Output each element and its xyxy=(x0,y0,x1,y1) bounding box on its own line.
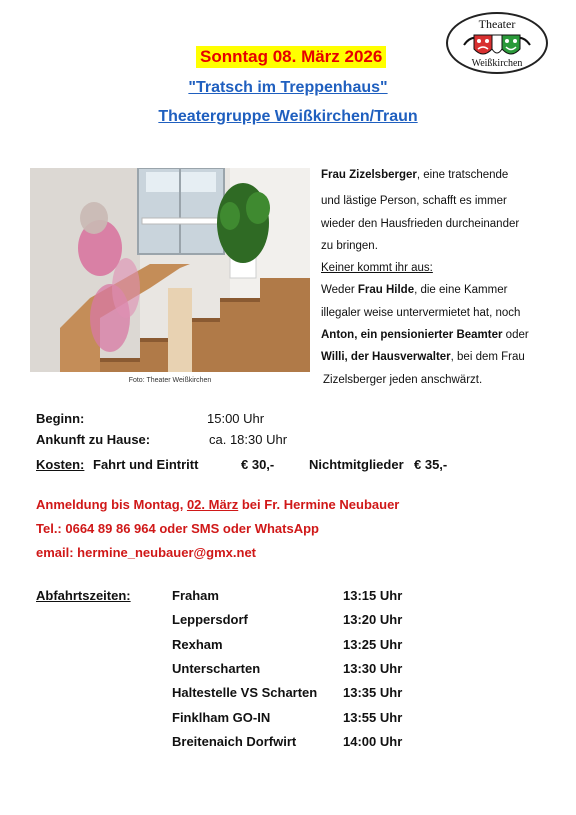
departure-time: 13:30 Uhr xyxy=(343,661,403,676)
play-title: "Tratsch im Treppenhaus" xyxy=(188,79,388,96)
departure-stop: Unterscharten xyxy=(172,661,261,676)
departure-stop: Leppersdorf xyxy=(172,612,248,627)
departure-time: 13:15 Uhr xyxy=(343,588,403,603)
description-line-7: illegaler weise untervermietet hat, noch xyxy=(321,307,521,319)
costs-item: Fahrt und Eintritt xyxy=(93,457,199,472)
description-line-3: wieder den Hausfrieden durcheinander xyxy=(321,218,520,230)
begin-label: Beginn: xyxy=(36,411,85,426)
costs-price: € 30,- xyxy=(241,457,275,472)
nonmember-price: € 35,- xyxy=(414,457,448,472)
arrival-value: ca. 18:30 Uhr xyxy=(209,432,288,447)
registration-phone: Tel.: 0664 89 86 964 oder SMS oder WhatsApp xyxy=(36,521,319,536)
departure-time: 14:00 Uhr xyxy=(343,734,403,749)
departure-time: 13:35 Uhr xyxy=(343,685,403,700)
description-line-6: Weder Frau Hilde, die eine Kammer xyxy=(321,284,508,296)
nonmember-label: Nichtmitglieder xyxy=(309,457,404,472)
description-line-10: Zizelsberger jeden anschwärzt. xyxy=(323,374,483,386)
description-line-9: Willi, der Hausverwalter, bei dem Frau xyxy=(321,351,525,363)
arrival-label: Ankunft zu Hause: xyxy=(36,432,151,447)
description-line-1: Frau Zizelsberger, eine tratschende xyxy=(321,169,509,181)
registration-line-1: Anmeldung bis Montag, 02. März bei Fr. Hermine Neubauer xyxy=(36,497,400,512)
departure-stop: Rexham xyxy=(172,637,223,652)
theater-logo xyxy=(446,12,548,74)
event-date-banner: Sonntag 08. März 2026 xyxy=(196,46,386,68)
departures-label: Abfahrtszeiten: xyxy=(36,588,131,603)
departure-stop: Haltestelle VS Scharten xyxy=(172,685,318,700)
theater-group-name: Theatergruppe Weißkirchen/Traun xyxy=(158,108,418,125)
departure-time: 13:25 Uhr xyxy=(343,637,403,652)
departure-time: 13:20 Uhr xyxy=(343,612,403,627)
description-line-5: Keiner kommt ihr aus: xyxy=(321,262,433,274)
description-line-2: und lästige Person, schafft es immer xyxy=(321,195,507,207)
photo-caption: Foto: Theater Weißkirchen xyxy=(128,377,212,384)
logo-text-top: Theater xyxy=(478,17,516,31)
theater-masks-icon xyxy=(462,31,532,59)
staircase-photo xyxy=(30,168,310,372)
description-line-8: Anton, ein pensionierter Beamter oder xyxy=(321,329,529,341)
begin-value: 15:00 Uhr xyxy=(207,411,265,426)
departure-time: 13:55 Uhr xyxy=(343,710,403,725)
departure-stop: Finklham GO-IN xyxy=(172,710,271,725)
registration-email: email: hermine_neubauer@gmx.net xyxy=(36,545,257,560)
description-line-4: zu bringen. xyxy=(321,240,378,252)
logo-text-bottom: Weißkirchen xyxy=(471,58,523,69)
costs-label: Kosten: xyxy=(36,457,85,472)
departure-stop: Breitenaich Dorfwirt xyxy=(172,734,297,749)
departure-stop: Fraham xyxy=(172,588,219,603)
